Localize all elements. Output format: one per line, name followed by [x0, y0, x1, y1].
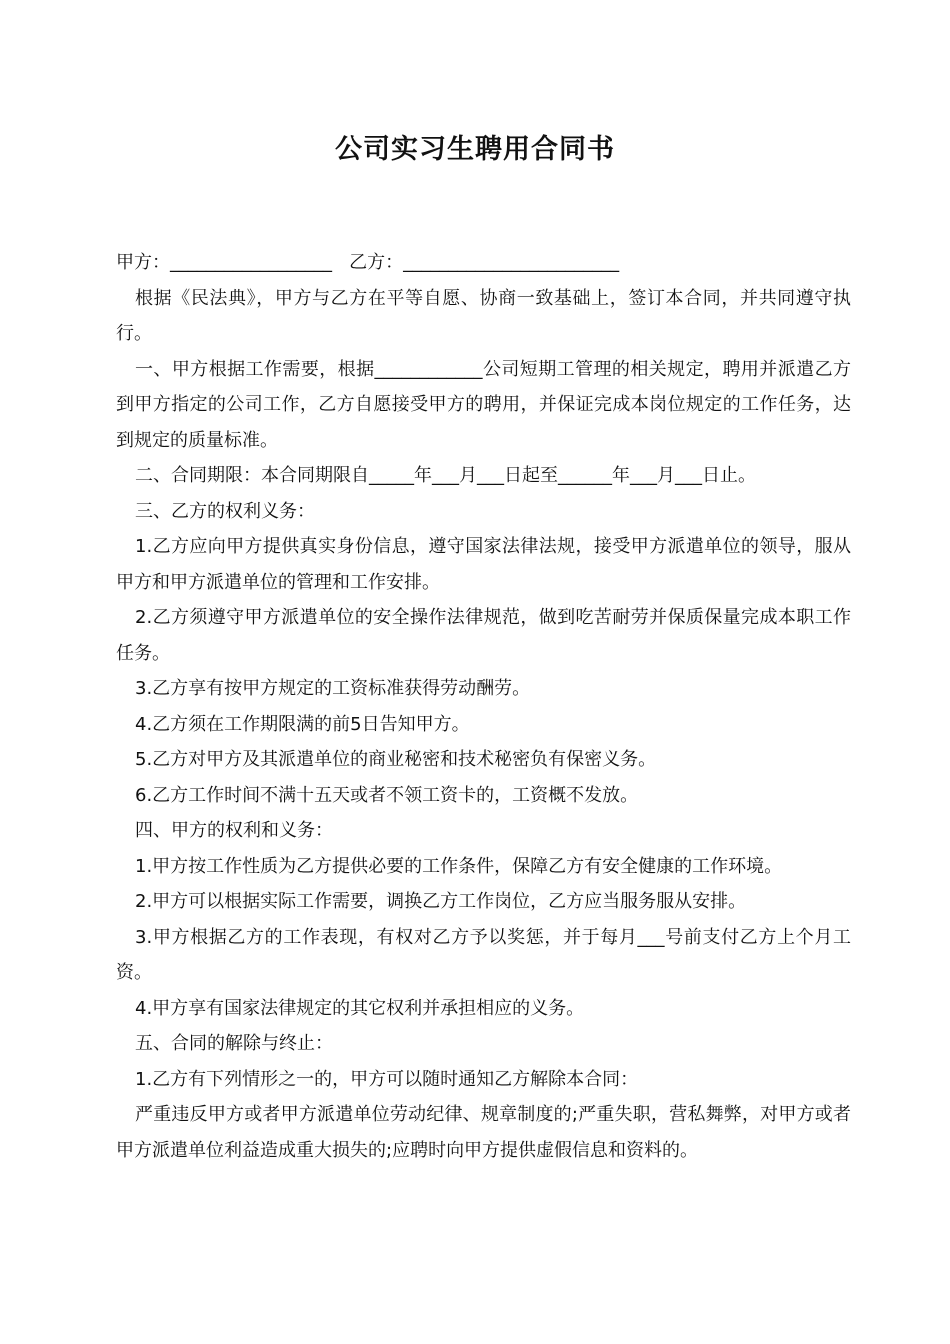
clause-3-6: 6.乙方工作时间不满十五天或者不领工资卡的，工资概不发放。: [135, 784, 639, 806]
clause-4-4: 4.甲方享有国家法律规定的其它权利并承担相应的义务。: [135, 997, 585, 1019]
document-title: 公司实习生聘用合同书: [335, 134, 615, 165]
document-body: [116, 245, 851, 1168]
clause-5-1-details: 严重违反甲方或者甲方派遣单位劳动纪律、规章制度的;严重失职，营私舞弊，对甲方或者甲方派遣单位利益造成重大损失的;应聘时向甲方提供虚假信息和资料的。: [116, 1104, 851, 1161]
clause-3-5: 5.乙方对甲方及其派遣单位的商业秘密和技术秘密负有保密义务。: [135, 749, 657, 770]
clause-3-3: 3.乙方享有按甲方规定的工资标准获得劳动酬劳。: [135, 678, 531, 699]
section-heading-4: 四、甲方的权利和义务：: [135, 820, 333, 841]
section-heading-3: 三、乙方的权利义务：: [135, 500, 315, 522]
clause-3-2: 2.乙方须遵守甲方派遣单位的安全操作法律规范，做到吃苦耐劳并保质保量完成本职工作任务。: [116, 607, 851, 664]
clause-1: 一、甲方根据工作需要，根据____________公司短期工管理的相关规定，聘用并派遣乙方到甲方指定的公司工作，乙方自愿接受甲方的聘用，并保证完成本岗位规定的工作任务，达到规定的质量标准。: [116, 358, 851, 451]
clause-4-3: 3.甲方根据乙方的工作表现，有权对乙方予以奖惩，并于每月___号前支付乙方上个月工资。: [116, 926, 851, 983]
clause-2-term: 二、合同期限：本合同期限自_____年___月___日起至______年___月___日止。: [135, 465, 756, 486]
clause-3-4: 4.乙方须在工作期限满的前5日告知甲方。: [135, 713, 470, 735]
intro-paragraph: 根据《民法典》，甲方与乙方在平等自愿、协商一致基础上，签订本合同，并共同遵守执行。: [116, 287, 851, 344]
clause-5-1: 1.乙方有下列情形之一的，甲方可以随时通知乙方解除本合同：: [135, 1068, 639, 1090]
parties-line: 甲方：__________________ 乙方：________________________: [116, 252, 620, 273]
clause-3-1: 1.乙方应向甲方提供真实身份信息，遵守国家法律法规，接受甲方派遣单位的领导，服从甲方和甲方派遣单位的管理和工作安排。: [116, 536, 851, 593]
clause-4-1: 1.甲方按工作性质为乙方提供必要的工作条件，保障乙方有安全健康的工作环境。: [135, 855, 783, 877]
clause-4-2: 2.甲方可以根据实际工作需要，调换乙方工作岗位，乙方应当服务服从安排。: [135, 891, 747, 912]
section-heading-5: 五、合同的解除与终止：: [135, 1033, 333, 1054]
